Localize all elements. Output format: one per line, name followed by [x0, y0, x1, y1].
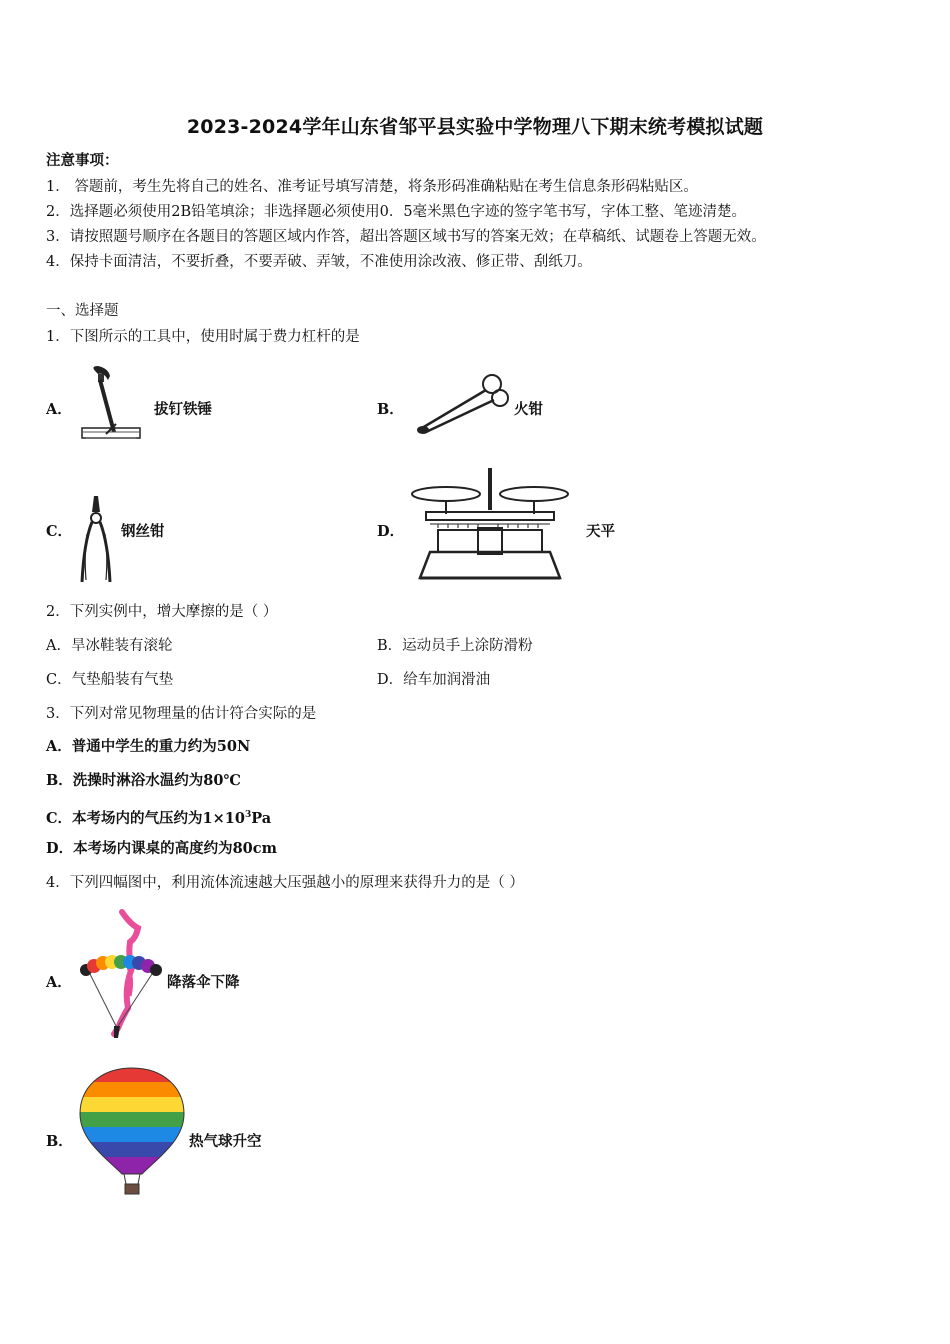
hot-air-balloon-icon	[78, 1066, 186, 1196]
option-letter: C．	[46, 523, 73, 540]
option-letter: A．	[46, 974, 72, 991]
option-label: 降落伞下降	[167, 974, 240, 991]
option-label: 火钳	[514, 401, 543, 418]
option-item: B．运动员手上涂防滑粉	[377, 638, 533, 654]
option-label: 热气球升空	[189, 1133, 262, 1150]
section-heading: 一、选择题	[46, 303, 119, 319]
question-stem: 1．下图所示的工具中，使用时属于费力杠杆的是	[46, 329, 360, 345]
claw-hammer-icon	[78, 364, 146, 444]
balance-scale-icon	[408, 466, 572, 582]
option-item: C．气垫船装有气垫	[46, 672, 174, 688]
question-stem: 2．下列实例中，增大摩擦的是（ ）	[46, 604, 278, 620]
notice-item: 1． 答题前，考生先将自己的姓名、准考证号填写清楚，将条形码准确粘贴在考生信息条形码粘贴区。	[46, 179, 698, 195]
option-letter: B．	[46, 1133, 73, 1150]
fire-tongs-icon	[412, 370, 510, 438]
option-letter: D．	[377, 523, 405, 540]
notice-item: 4．保持卡面清洁，不要折叠，不要弄破、弄皱，不准使用涂改液、修正带、刮纸刀。	[46, 254, 592, 270]
notice-item: 2．选择题必须使用2B铅笔填涂；非选择题必须使用0．5毫米黑色字迹的签字笔书写，字体工整、笔迹清楚。	[46, 204, 747, 220]
option-letter: B．	[377, 401, 404, 418]
option-label: 天平	[586, 523, 615, 540]
question-stem: 4．下列四幅图中，利用流体流速越大压强越小的原理来获得升力的是（ ）	[46, 875, 524, 891]
pliers-icon	[78, 494, 114, 586]
page-title: 2023-2024学年山东省邹平县实验中学物理八下期末统考模拟试题	[186, 116, 764, 138]
option-item: D．给车加润滑油	[377, 672, 491, 688]
question-stem: 3．下列对常见物理量的估计符合实际的是	[46, 706, 317, 722]
notice-item: 3．请按照题号顺序在各题目的答题区域内作答，超出答题区域书写的答案无效；在草稿纸、试题卷上答题无效。	[46, 229, 766, 245]
option-item: A．普通中学生的重力约为50N	[46, 738, 251, 755]
notice-heading: 注意事项：	[46, 152, 119, 169]
option-item: D．本考场内课桌的高度约为80cm	[46, 840, 277, 857]
option-label: 拔钉铁锤	[154, 401, 212, 418]
option-letter: A．	[46, 401, 72, 418]
option-item: C．本考场内的气压约为$1\times 10^3Pa$	[46, 809, 272, 827]
parachute-icon	[78, 908, 164, 1044]
option-item: B．洗操时淋浴水温约为80℃	[46, 772, 241, 789]
option-label: 钢丝钳	[121, 523, 165, 540]
option-item: A．旱冰鞋装有滚轮	[46, 638, 173, 654]
